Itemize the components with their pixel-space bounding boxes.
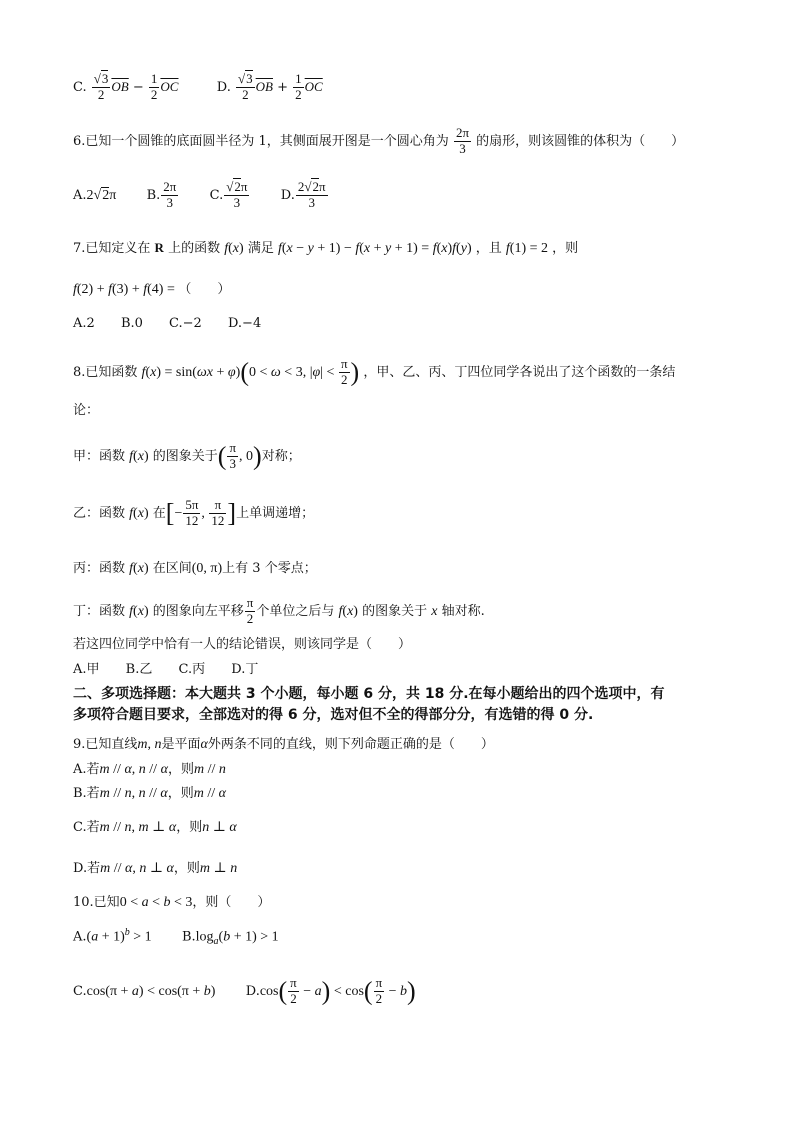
q9-option-b: B.若m // n, n // α，则m // α [73, 786, 227, 801]
q7-stem-e: ，则 [552, 241, 579, 256]
q5-options-line: C. $\frac{√3}{2}$ $\overline{OB}$ − $\frac{1}{2}$ $\overline{OC}$ D. $\frac{√3}{2}$ $\overline{OB}$ + $\frac{1}{2}$ $\overline{OC}$ [73, 71, 323, 102]
q9-stem-b: 是平面 [161, 737, 201, 752]
q7-stem-b: 上的函数 [168, 241, 221, 256]
q6-option-d-label: D. [280, 187, 295, 203]
q7-option-b: B.0 [120, 316, 143, 331]
q7-stem-cont: f(2) + f(3) + f(4) = （ ） [73, 282, 231, 297]
q8-ask [73, 638, 411, 651]
q10-d-label: D. [245, 983, 260, 999]
q9-option-a: A.若m // α, n // α，则m // n [73, 762, 226, 777]
q9-option-c: C.若m // n, m ⊥ α，则n ⊥ α [73, 820, 237, 835]
q8-bing-b: 在区间 [152, 561, 192, 576]
q8-statement-jia: 甲：函数 f(x) 的图象关于( $\frac{\pi}{3}$ , 0)对称； [73, 440, 301, 471]
q8-statement-yi: 乙：函数 f(x) 在[− $\frac{5\pi}{12}$ , $\frac{\pi}{12}$ ]上单调递增； [73, 497, 315, 528]
q8-ask-text: 若这四位同学中恰有一人的结论错误，则该同学是（ ） [73, 637, 412, 652]
q6-stem [73, 126, 684, 157]
section-heading-multi-choice [73, 684, 733, 726]
q8-jia-c: 对称； [261, 448, 301, 464]
q8-ding-e: 轴对称. [441, 603, 485, 619]
q6-options: A.2√2π B. $\frac{2\pi}{3}$ C. $\frac{√2\pi}{3}$ D. $\frac{2√2\pi}{3}$ [73, 179, 326, 210]
q10-b-label: B. [181, 929, 196, 945]
q5-d-frac2: $\frac{1}{2}$ [295, 71, 302, 102]
q9-c-label: C.若 [73, 820, 100, 835]
q9-d-then: ，则 [173, 861, 200, 876]
q7-option-a: A.2 [73, 316, 95, 331]
q10-stem: 10.已知0 < a < b < 3，则（ ） [73, 895, 271, 910]
q9-b-label: B.若 [73, 786, 100, 801]
q5-c-frac2: $\frac{1}{2}$ [150, 71, 158, 102]
q10-a-label: A. [73, 929, 87, 945]
q8-option-c: C.丙 [178, 662, 206, 677]
q6-option-b-label: B. [146, 187, 161, 203]
q8-ding-a: 丁：函数 [73, 603, 126, 619]
q7-stem: 7.已知定义在 R 上的函数 f(x) 满足 f(x − y + 1) − f(x + y + 1) = f(x)f(y) ，且 f(1) = 2 ，则 [73, 240, 579, 256]
q8-ding-b: 的图象向左平移 [152, 603, 244, 619]
q7-option-c: C.−2 [169, 316, 202, 331]
q9-a-label: A.若 [73, 762, 100, 777]
q6-option-c-label: C. [209, 187, 224, 203]
q6-stem-b: 的扇形，则该圆锥的体积为（ ） [476, 133, 685, 149]
q10-stem-b: ，则（ ） [192, 895, 271, 910]
q8-bing-c: 上有 3 个零点； [222, 561, 317, 576]
q8-stem-cont-text: 论： [73, 403, 100, 418]
q9-b-then: ，则 [167, 786, 194, 801]
q6-angle-frac: $\frac{2\pi}{3}$ [455, 125, 470, 156]
q5-option-c-label: C. [73, 79, 87, 95]
q9-a-then: ，则 [167, 762, 194, 777]
q10-options-ab: $A.(a + 1)^b > 1$ $B.\log_a(b + 1) > 1$ [73, 927, 279, 947]
q8-jia-b: 的图象关于 [152, 448, 218, 464]
q5-d-frac1: $\frac{√3}{2}$ [238, 71, 253, 102]
q8-options [73, 663, 258, 676]
q10-stem-a: 10.已知 [73, 895, 120, 910]
q7-stem-d: ，且 [475, 241, 502, 256]
q8-jia-a: 甲：函数 [73, 448, 126, 464]
q7-stem-f: （ ） [178, 282, 231, 297]
q9-stem: 9.已知直线m, n是平面α外两条不同的直线，则下列命题正确的是（ ） [73, 737, 494, 752]
q8-yi-a: 乙：函数 [73, 505, 126, 521]
q9-d-label: D.若 [73, 861, 101, 876]
q6-stem-a: 6.已知一个圆锥的底面圆半径为 1，其侧面展开图是一个圆心角为 [73, 133, 449, 149]
q7-option-d: D.−4 [227, 316, 262, 331]
q9-stem-a: 9.已知直线 [73, 737, 138, 752]
q5-option-d-label: D. [216, 79, 231, 95]
q8-yi-b: 在 [152, 505, 166, 521]
q8-option-a: A.甲 [73, 662, 100, 677]
q8-statement-ding: 丁：函数 f(x) 的图象向左平移 $\frac{\pi}{2}$ 个单位之后与 f(x) 的图象关于 x 轴对称. [73, 595, 485, 626]
q10-options-cd: C.cos(π + a) < cos(π + b) D.cos( $\frac{\pi}{2}$ − a) < cos( $\frac{\pi}{2}$ − b) [73, 975, 416, 1006]
q7-options [73, 317, 261, 330]
q6-option-a-label: A. [73, 187, 87, 203]
q7-stem-a: 7.已知定义在 [73, 241, 151, 256]
q7-bold-r: R [154, 240, 164, 255]
section2-line2: 多项符合题目要求，全部选对的得 6 分，选对但不全的得部分分，有选错的得 0 分. [73, 707, 594, 723]
q8-statement-bing: 丙：函数 f(x) 在区间(0, π)上有 3 个零点； [73, 561, 317, 576]
q8-ding-c: 个单位之后与 [256, 603, 335, 619]
q5-c-frac1: $\frac{√3}{2}$ [93, 71, 109, 102]
q9-option-d: D.若m // α, n ⊥ α，则m ⊥ n [73, 861, 238, 876]
q9-stem-c: 外两条不同的直线，则下列命题正确的是（ ） [207, 737, 494, 752]
section2-line1: 二、多项选择题：本大题共 3 个小题，每小题 6 分，共 18 分.在每小题给出的四个选项中，有 [73, 686, 665, 702]
q10-c-label: C. [73, 983, 87, 999]
q8-option-b: B.乙 [125, 662, 153, 677]
q8-stem: 8.已知函数 f(x) = sin(ωx + φ)(0 < ω < 3, |φ| < $\frac{\pi}{2}$ ) ，甲、乙、丙、丁四位同学各说出了这个函数的一条结 [73, 356, 676, 387]
q7-stem-c: 满足 [247, 241, 274, 256]
q8-bing-a: 丙：函数 [73, 561, 126, 576]
q8-option-d: D.丁 [231, 662, 259, 677]
q8-yi-c: 上单调递增； [236, 505, 315, 521]
q8-stem-a: 8.已知函数 [73, 364, 138, 380]
q8-ding-d: 的图象关于 [362, 603, 428, 619]
q8-stem-b: ，甲、乙、丙、丁四位同学各说出了这个函数的一条结 [363, 364, 676, 380]
q8-stem-cont [73, 404, 99, 417]
q9-c-then: ，则 [176, 820, 203, 835]
